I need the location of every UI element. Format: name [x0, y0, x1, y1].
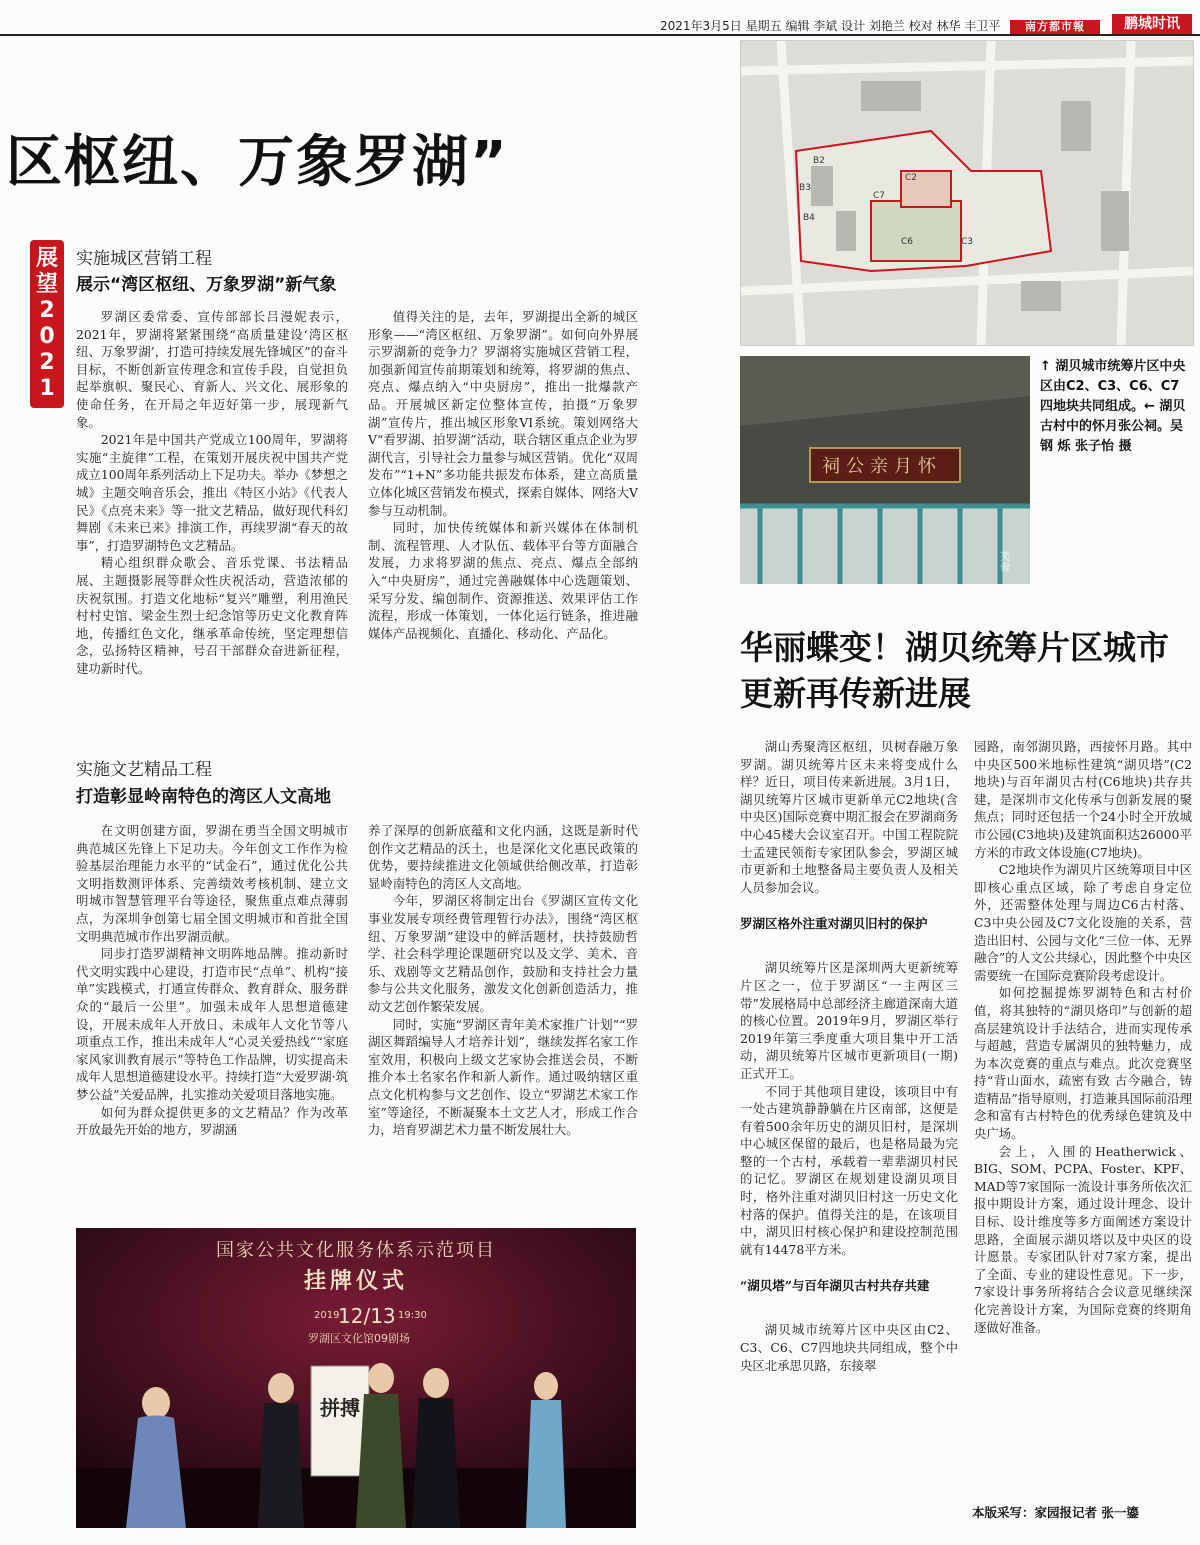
ceremony-photo: [76, 1228, 636, 1528]
map-label: B4: [803, 213, 815, 223]
ceremony-time: 19:30: [398, 1310, 427, 1321]
paragraph: 湖山秀聚湾区枢纽，贝树春融万象罗湖。湖贝统筹片区未来将变成什么样？近日，项目传来新进展。3月1日，湖贝统筹片区城市更新单元C2地块(含中央区)国际竞赛中期汇报会在罗湖商务中心45楼大会议室召开。中国工程院院士孟建民领衔专家团队参会，罗湖区城市更新和土地整备局主要负责人及相关人员参加会议。: [740, 739, 958, 895]
section-logo: 鹏城时讯: [1112, 14, 1192, 34]
outlook-tag: [30, 240, 64, 408]
paragraph: 2021年是中国共产党成立100周年，罗湖将实施“主旋律”工程，在策划开展庆祝中国共产党成立100周年系列活动上下足功夫。举办《梦想之城》主题交响音乐会，推出《特区小站》《代表人民》《点亮未来》等一批文艺精品，做好现代科幻舞剧《未来已来》排演工作，再续罗湖“春天的故事”，打造罗湖特色文艺精品。: [76, 432, 348, 553]
map-label: C6: [901, 237, 914, 247]
article2-col2: [974, 738, 1192, 1336]
paragraph: 值得关注的是，去年，罗湖提出全新的城区形象——“湾区枢纽、万象罗湖”。如何向外界展示罗湖新的竞争力？罗湖将实施城区营销工程，加强新闻宣传前期策划和统筹，将罗湖的焦点、亮点、爆点纳入“中央厨房”，推出一批爆款产品。开展城区新定位整体宣传，拍摄“万象罗湖”宣传片，推出城区形象VI系统。策划网络大V“看罗湖、拍罗湖”活动，联合辖区重点企业为罗湖代言，引导社会力量参与城区营销。优化“双周发布”“1+N”多功能共振发布体系，建立高质量立体化城区营销发布模式，探索自媒体、网络大V参与互动机制。: [368, 309, 638, 518]
ancestral-hall-photo: [740, 356, 1030, 584]
section1-kicker: 实施城区营销工程: [76, 249, 212, 269]
paragraph: 同时，实施“罗湖区青年美术家推广计划”“罗湖区舞蹈编导人才培养计划”，继续发挥名家工作室效用，积极向上级文艺家协会推送会员，不断推介本土名家名作和新人新作。通过吸纳辖区重点文化机构参与文艺创作、设立“罗湖艺术家工作室”等途径，不断凝聚本土文艺人才，形成工作合力，培育罗湖艺术力量不断发展壮大。: [368, 1016, 638, 1138]
section2-kicker: 实施文艺精品工程: [76, 760, 212, 780]
map-label: C3: [961, 237, 974, 247]
page-header: [0, 0, 1200, 36]
header-info: 2021年3月5日 星期五 编辑 李斌 设计 刘艳兰 校对 林华 丰卫平: [660, 19, 1001, 33]
photo-seal: 芙蓉: [1000, 552, 1010, 574]
calligraphy-scroll-text: 拼搏: [320, 1396, 360, 1420]
article2-headline: 华丽蝶变！湖贝统筹片区城市更新再传新进展: [740, 628, 1169, 713]
section2-col2: [368, 822, 638, 1139]
site-map: [740, 40, 1194, 346]
article2-col1: [740, 738, 958, 1374]
paragraph: 园路，南邻湖贝路，西接怀月路。其中中央区500米地标性建筑“湖贝塔”(C2地块)与百年湖贝古村(C6地块)共存共建，是深圳市文化传承与创新发展的聚焦点；同时还包括一个24小时全开放城市公园(C3地块)及建筑面积达26000平方米的市政文体设施(C7地块)。: [974, 739, 1192, 860]
paragraph: 如何挖掘提炼罗湖特色和古村价值，将其独特的“湖贝烙印”与创新的超高层建筑设计手法结合，进而实现传承与超越，营造专属湖贝的独特魅力，成为本次竞赛的重点与难点。此次竞赛坚持“背山面水，疏密有致 古今融合，铸造精品”指导原则，打造兼具国际前沿理念和富有古村特色的优秀绿色建筑及中央广场。: [974, 985, 1192, 1142]
paragraph: 精心组织群众歌会、音乐党课、书法精品展、主题摄影展等群众性庆祝活动，营造浓郁的庆祝氛围。打造文化地标“复兴”雕塑，利用渔民村村史馆、梁金生烈士纪念馆等历史文化教育阵地，传播红色文化，继承革命传统，坚定理想信念，弘扬特区精神，号召干部群众奋进新征程，建功新时代。: [76, 555, 348, 676]
outlook-tag-text: 展望2021: [35, 246, 58, 401]
article2-subhead1: 罗湖区格外注重对湖贝旧村的保护: [740, 916, 928, 932]
section1-col1: [76, 308, 348, 677]
paragraph: 会上，入围的Heatherwick、BIG、SOM、PCPA、Foster、KPF、MAD等7家国际一流设计事务所依次汇报中期设计方案，通过设计理念、设计目标、设计维度等多方面阐述方案设计思路，全面展示湖贝塔以及中央区的设计愿景。专家团队针对7家方案，提出了全面、专业的建设性意见。下一步，7家设计事务所将结合会议意见继续深化完善设计方案，为国际竞赛的终期角逐做好准备。: [974, 1143, 1192, 1335]
header-rule: [0, 34, 1200, 36]
site-map-art: [741, 41, 1193, 345]
map-label: C7: [873, 191, 886, 201]
paragraph: C2地块作为湖贝片区统筹项目中区即核心重点区域，除了考虑自身定位外，还需整体处理与周边C6古村落、C3中央公园及C7文化设施的关系，营造出旧村、公园与文化“三位一体、无界融合”的人文公共绿心，因此整个中央区需要统一在国际竞赛阶段考虑设计。: [974, 862, 1192, 983]
ceremony-date: 12/13: [338, 1304, 396, 1328]
paragraph: 同步打造罗湖精神文明阵地品牌。推动新时代文明实践中心建设，打造市民“点单”、机构“接单”实践模式，打通宣传群众、教育群众、服务群众的“最后一公里”。加强未成年人思想道德建设，开展未成年人开放日、未成年人文化节等八项重点工作，推出未成年人“心灵关爱热线”“家庭家风家训教育展示”等特色工作品牌，切实提高未成年人思想道德建设水平。持续打造“大爱罗湖·筑梦公益”关爱品牌，扎实推动关爱项目落地实施。: [76, 946, 348, 1102]
paragraph: 罗湖区委常委、宣传部部长吕漫妮表示，2021年，罗湖将紧紧围绕“高质量建设‘湾区枢纽、万象罗湖’，打造可持续发展先锋城区”的奋斗目标，不断创新宣传理念和宣传手段，自觉担负起举旗帜、聚民心、育新人、兴文化、展形象的使命任务，在开局之年迈好第一步，展现新气象。: [76, 309, 348, 430]
paragraph: 不同于其他项目建设，该项目中有一处古建筑静静躺在片区南部，这便是有着500余年历史的湖贝旧村，是深圳中心城区保留的最后，也是格局最为完整的一个古村，承载着一辈辈湖贝村民的记忆。罗湖区在规划建设湖贝项目时，格外注重对湖贝旧村这一历史文化村落的保护。值得关注的是，在该项目中，湖贝旧村核心保护和建设控制范围就有14478平方米。: [740, 1083, 958, 1257]
paragraph: 今年，罗湖区将制定出台《罗湖区宣传文化事业发展专项经费管理暂行办法》，围绕“湾区枢纽、万象罗湖”建设中的鲜活题材，扶持鼓励哲学、社会科学理论课题研究以及文学、美术、音乐、戏剧等文艺精品创作，鼓励和支持社会力量参与公共文化服务，激发文化创新创造活力，推动文艺创作繁荣发展。: [368, 893, 638, 1014]
map-label: B3: [799, 183, 811, 193]
photo-caption: ↑ 湖贝城市统筹片区中央区由C2、C3、C6、C7四地块共同组成。← 湖贝古村中的怀月张公祠。吴钢 烁 张子怡 摄: [1040, 359, 1186, 454]
section1-title: 展示“湾区枢纽、万象罗湖”新气象: [76, 275, 337, 295]
paragraph: 湖贝城市统筹片区中央区由C2、C3、C6、C7四地块共同组成，整个中央区北承思贝路，东接翠: [740, 1322, 958, 1373]
ceremony-title1: 国家公共文化服务体系示范项目: [216, 1240, 496, 1261]
paragraph: 如何为群众提供更多的文艺精品？作为改革开放最先开始的地方，罗湖涵: [76, 1104, 348, 1138]
ceremony-venue: 罗湖区文化馆09剧场: [308, 1332, 410, 1345]
map-label: C2: [905, 173, 918, 183]
paper-logo: 南方都市報: [1010, 20, 1100, 34]
reporter-credit: 本版采写：家园报记者 张一鎏: [972, 1505, 1139, 1520]
paragraph: 在文明创建方面，罗湖在勇当全国文明城市典范城区先锋上下足功夫。今年创文工作作为检验基层治理能力水平的“试金石”，通过优化公共文明指数测评体系、完善绩效考核机制、建立文明城市智慧管理平台等途径，聚焦重点难点薄弱点，为深圳争创第七届全国文明城市和首批全国文明典范城市作出罗湖贡献。: [76, 823, 348, 944]
map-label: B2: [813, 156, 825, 166]
ceremony-year: 2019: [314, 1310, 340, 1321]
section2-col1: [76, 822, 348, 1139]
section1-col2: [368, 308, 638, 642]
hall-plaque: 祠公亲月怀: [822, 456, 942, 477]
article2-subhead2: “湖贝塔”与百年湖贝古村共存共建: [740, 1278, 930, 1294]
paragraph: 同时，加快传统媒体和新兴媒体在体制机制、流程管理、人才队伍、载体平台等方面融合发展，力求将罗湖的焦点、亮点、爆点全部纳入“中央厨房”，通过完善融媒体中心选题策划、采写分发、编创制作、资源推送、效果评估工作流程，形成一体策划，一体化运行链条，推进融媒体产品视频化、直播化、移动化、产品化。: [368, 520, 638, 641]
section2-title: 打造彰显岭南特色的湾区人文高地: [76, 787, 331, 807]
paragraph: 养了深厚的创新底蕴和文化内涵，这既是新时代创作文艺精品的沃土，也是深化文化惠民政策的优势，要持续推进文化领域供给侧改革，打造彰显岭南特色的湾区人文高地。: [368, 823, 638, 891]
paragraph: 湖贝统筹片区是深圳两大更新统筹片区之一，位于罗湖区“一主两区三带”发展格局中总部经济主廊道深南大道的核心位置。2019年9月，罗湖区举行2019年第三季度重大项目集中开工活动，湖贝统筹片区城市更新项目(一期)正式开工。: [740, 960, 958, 1081]
main-headline: 区枢纽、万象罗湖”: [6, 130, 509, 195]
ceremony-title2: 挂牌仪式: [303, 1269, 408, 1294]
